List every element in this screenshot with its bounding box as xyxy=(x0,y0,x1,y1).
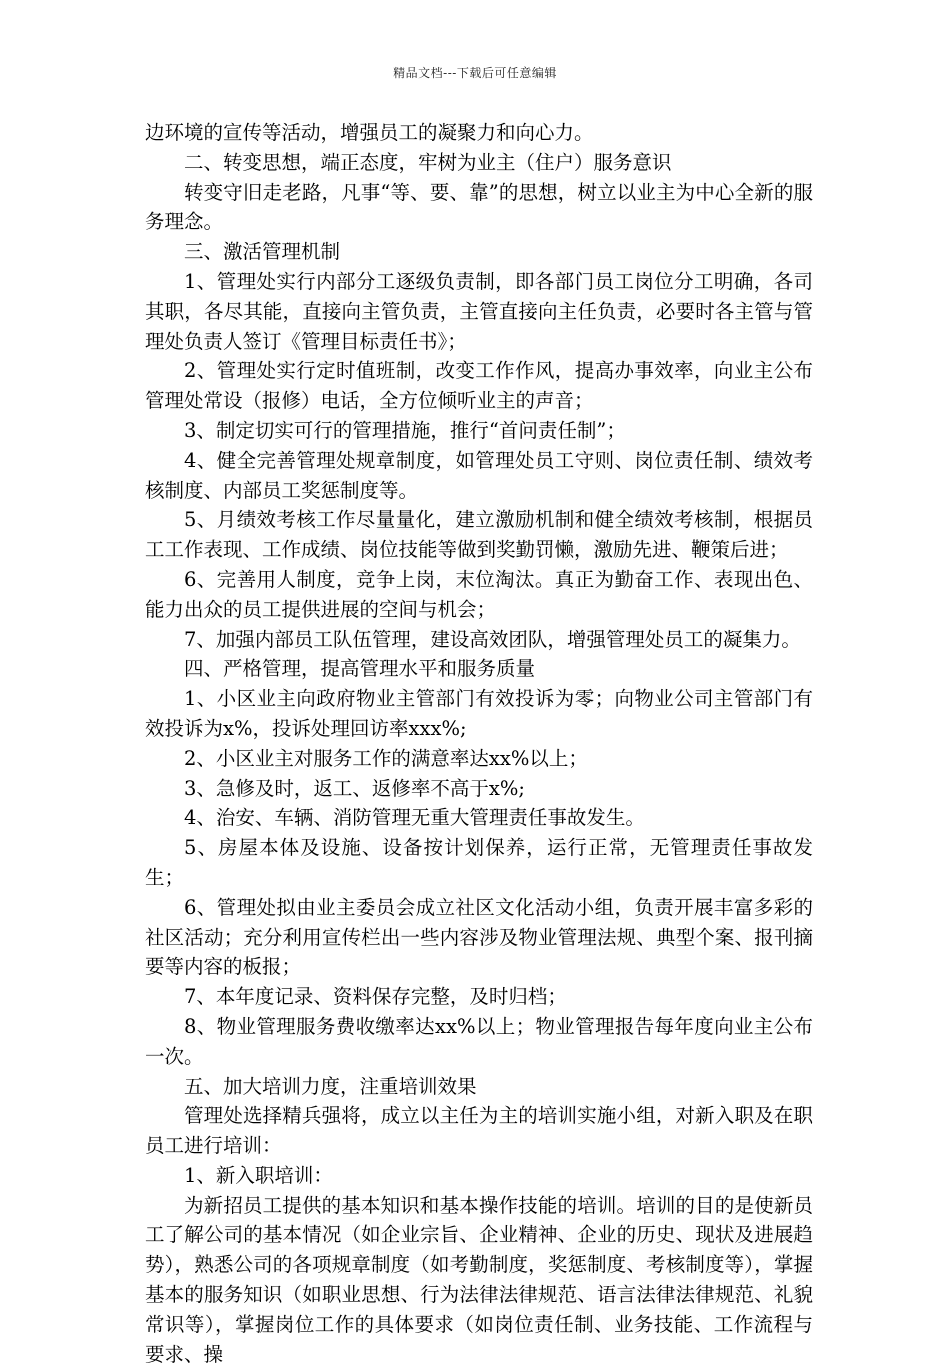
list-item: 5、月绩效考核工作尽量量化，建立激励机制和健全绩效考核制，根据员工工作表现、工作成绩、岗位技能等做到奖勤罚懒，激励先进、鞭策后进； xyxy=(145,508,813,562)
list-item: 1、管理处实行内部分工逐级负责制，即各部门员工岗位分工明确，各司其职，各尽其能，直接向主管负责，主管直接向主任负责，必要时各主管与管理处负责人签订《管理目标责任书》； xyxy=(145,269,813,353)
list-item: 2、小区业主对服务工作的满意率达xx%以上； xyxy=(184,746,588,770)
section-heading-3: 三、激活管理机制 xyxy=(184,240,341,264)
section-heading-4: 四、严格管理，提高管理水平和服务质量 xyxy=(184,657,536,681)
list-item: 1、新入职培训： xyxy=(184,1163,333,1187)
list-item: 7、本年度记录、资料保存完整，及时归档； xyxy=(184,985,567,1009)
list-item: 3、制定切实可行的管理措施，推行“首问责任制”； xyxy=(184,418,626,442)
paragraph-continuation: 边环境的宣传等活动，增强员工的凝聚力和向心力。 xyxy=(145,121,594,144)
list-item: 1、小区业主向政府物业主管部门有效投诉为零；向物业公司主管部门有效投诉为x%，投诉处理回访率xxx%; xyxy=(145,687,813,740)
paragraph: 为新招员工提供的基本知识和基本操作技能的培训。培训的目的是使新员工了解公司的基本情况（如企业宗旨、企业精神、企业的历史、现状及进展趋势），熟悉公司的各项规章制度（如考勤制度，奖惩制度、考核制度等），掌握基本的服务知识（如职业思想、行为法律法律规范、语言法律法律规范、礼貌常识等），掌握岗位工作的具体要求（如岗位责任制、业务技能、工作流程与要求、操 xyxy=(145,1193,813,1366)
list-item: 8、物业管理服务费收缴率达xx%以上；物业管理报告每年度向业主公布一次。 xyxy=(145,1014,813,1068)
document-body xyxy=(145,118,813,1369)
list-item: 7、加强内部员工队伍管理，建设高效团队，增强管理处员工的凝集力。 xyxy=(184,627,801,651)
list-item: 4、健全完善管理处规章制度，如管理处员工守则、岗位责任制、绩效考核制度、内部员工奖惩制度等。 xyxy=(145,448,813,502)
list-item: 4、治安、车辆、消防管理无重大管理责任事故发生。 xyxy=(184,806,645,830)
paragraph: 转变守旧走老路，凡事“等、要、靠”的思想，树立以业主为中心全新的服务理念。 xyxy=(145,180,813,234)
list-item: 5、房屋本体及设施、设备按计划保养，运行正常，无管理责任事故发生； xyxy=(145,836,813,889)
list-item: 6、完善用人制度，竞争上岗，末位淘汰。真正为勤奋工作、表现出色、能力出众的员工提供进展的空间与机会； xyxy=(145,567,813,621)
page-header: 精品文档---下载后可任意编辑 xyxy=(393,66,557,80)
list-item: 2、管理处实行定时值班制，改变工作作风，提高办事效率，向业主公布管理处常设（报修）电话，全方位倾听业主的声音； xyxy=(145,359,813,413)
paragraph: 管理处选择精兵强将，成立以主任为主的培训实施小组，对新入职及在职员工进行培训： xyxy=(145,1104,813,1158)
list-item: 3、急修及时，返工、返修率不高于x%; xyxy=(184,776,526,800)
section-heading-5: 五、加大培训力度，注重培训效果 xyxy=(184,1074,477,1098)
list-item: 6、管理处拟由业主委员会成立社区文化活动小组，负责开展丰富多彩的社区活动；充分利用宣传栏出一些内容涉及物业管理法规、典型个案、报刊摘要等内容的板报； xyxy=(145,895,813,979)
section-heading-2: 二、转变思想，端正态度，牢树为业主（住户）服务意识 xyxy=(184,150,672,174)
